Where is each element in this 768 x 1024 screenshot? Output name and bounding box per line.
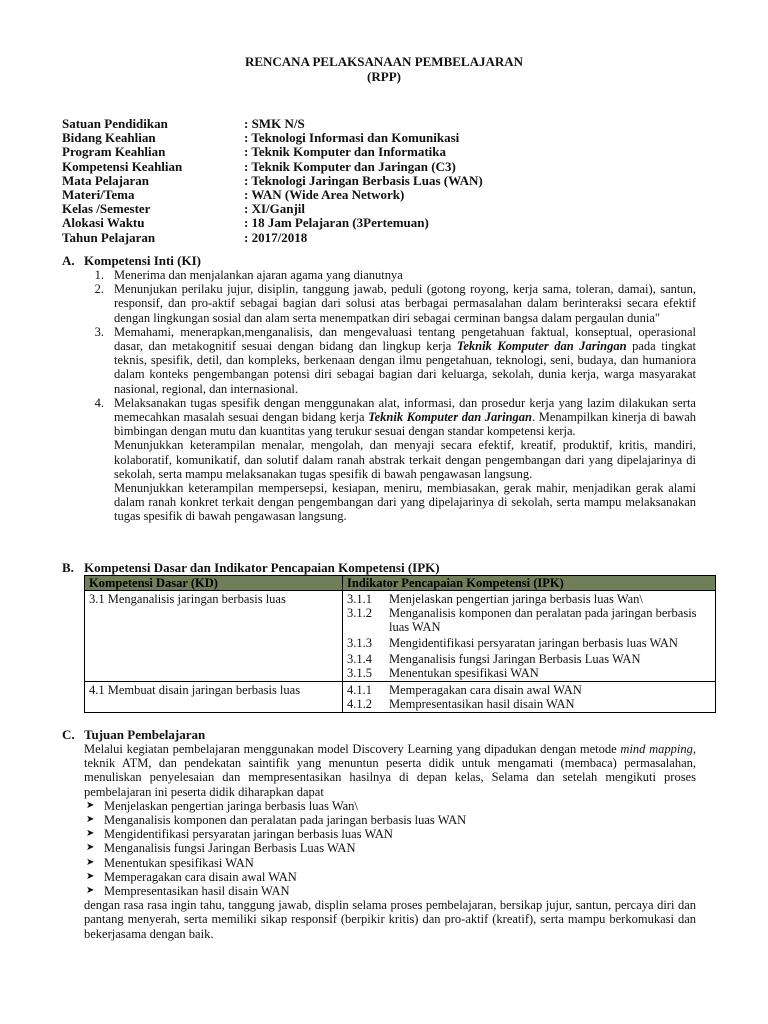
document-title: RENCANA PELAKSANAAN PEMBELAJARAN <box>244 54 524 69</box>
item-emphasis: Teknik Komputer dan Jaringan <box>456 339 627 354</box>
ipk-item <box>347 683 711 697</box>
ipk-code: 3.1.2 <box>347 606 372 620</box>
ipk-text: Mempresentasikan hasil disain WAN <box>389 697 575 711</box>
ipk-text: Memperagakan cara disain awal WAN <box>389 683 582 697</box>
kd-cell: 3.1 Menganalisis jaringan berbasis luas <box>85 591 343 682</box>
ipk-item <box>347 606 711 634</box>
list-item <box>84 282 696 325</box>
ipk-text: Menentukan spesifikasi WAN <box>389 666 539 680</box>
goal-text: Menganalisis fungsi Jaringan Berbasis Luas WAN <box>104 841 356 856</box>
ipk-cell <box>343 682 716 713</box>
goal-text: Menjelaskan pengertian jaringa berbasis luas Wan\ <box>104 798 358 813</box>
arrow-bullet-icon: ➤ <box>86 814 95 826</box>
item-emphasis: Teknik Komputer dan Jaringan <box>368 410 532 425</box>
arrow-bullet-icon: ➤ <box>86 856 95 868</box>
item-text: . Menampilkan kinerja di bawah bimbingan dengan mutu dan kuantitas yang terukur sesuai dengan standar kompetensi kerja. <box>114 410 696 439</box>
item-number: 2. <box>94 282 104 297</box>
arrow-bullet-icon: ➤ <box>86 842 95 854</box>
item-text: Menunjukan perilaku jujur, disiplin, tanggung jawab, peduli (gotong royong, kerja sama, toleran, damai), santun, responsif, dan pro-aktif sebagai bagian dari solusi atas berbagai permasalahan dalam berinteraksi secara efektif dengan lingkungan sosial dan alam serta menempatkan diri sebagai cerminan bangsa dalam pergaulan dunia" <box>114 282 696 325</box>
ipk-item <box>347 652 711 666</box>
section-letter: C. <box>62 727 75 742</box>
identity-label: Program Keahlian <box>62 144 166 160</box>
list-item <box>84 856 696 870</box>
goal-text: Menganalisis komponen dan peralatan pada jaringan berbasis luas WAN <box>104 813 467 828</box>
tujuan-body <box>84 742 696 941</box>
kd-cell: 4.1 Membuat disain jaringan berbasis luas <box>85 682 343 713</box>
list-item <box>84 813 696 827</box>
section-title: Kompetensi Inti (KI) <box>84 253 201 268</box>
list-item <box>84 396 696 524</box>
identity-value: : Teknik Komputer dan Jaringan (C3) <box>244 158 456 174</box>
ipk-code: 3.1.1 <box>347 592 372 606</box>
identity-value: : WAN (Wide Area Network) <box>244 186 405 202</box>
identity-label: Tahun Pelajaran <box>62 229 156 245</box>
ipk-code: 4.1.1 <box>347 683 372 697</box>
list-item <box>84 827 696 841</box>
identity-label: Bidang Keahlian <box>62 130 156 146</box>
item-paragraph: Menunjukkan keterampilan menalar, mengolah, dan menyaji secara efektif, kreatif, produktif, kritis, mandiri, kolaboratif, komunikatif, dan solutif dalam ranah abstrak terkait dengan pengembangan dari yang dipelajarinya di sekolah, serta mampu melaksanakan tugas spesifik di bawah pengawasan langsung. <box>114 438 696 481</box>
list-item <box>84 325 696 396</box>
ipk-text: Menjelaskan pengertian jaringa berbasis luas Wan\ <box>389 592 643 606</box>
tujuan-intro <box>84 742 696 799</box>
list-item <box>84 870 696 884</box>
table-row <box>85 591 716 682</box>
ipk-text: Menganalisis komponen dan peralatan pada jaringan berbasis luas WAN <box>389 606 697 634</box>
identity-value: : XI/Ganjil <box>244 201 306 217</box>
ki-list <box>84 268 696 524</box>
item-number: 1. <box>94 268 104 282</box>
identity-value: : SMK N/S <box>244 116 305 131</box>
list-item <box>84 841 696 855</box>
arrow-bullet-icon: ➤ <box>86 885 95 897</box>
section-a-heading <box>62 253 201 269</box>
section-letter: A. <box>62 253 75 268</box>
goal-text: Mempresentasikan hasil disain WAN <box>104 884 290 899</box>
identity-value: : Teknik Komputer dan Informatika <box>244 144 447 160</box>
table-row <box>85 682 716 713</box>
identity-label: Alokasi Waktu <box>62 215 145 231</box>
table-header-row <box>85 576 716 591</box>
arrow-bullet-icon: ➤ <box>86 870 95 882</box>
goal-text: Memperagakan cara disain awal WAN <box>104 869 297 884</box>
item-text: Memahami, menerapkan,menganalisis, dan mengevaluasi tentang pengetahuan faktual, konseptual, operasional dasar, dan metakognitif sesuai dengan bidang dan lingkup kerja <box>114 324 696 354</box>
document-subtitle: (RPP) <box>367 69 401 84</box>
ipk-code: 3.1.5 <box>347 666 372 680</box>
ipk-item <box>347 592 711 606</box>
list-item <box>84 268 696 282</box>
arrow-bullet-icon: ➤ <box>86 828 95 840</box>
section-b-heading <box>62 560 440 576</box>
goal-text: Menentukan spesifikasi WAN <box>104 855 254 870</box>
ipk-item <box>347 666 711 680</box>
identity-value: : 2017/2018 <box>244 229 308 245</box>
ipk-code: 3.1.3 <box>347 636 372 650</box>
ipk-item <box>347 697 711 711</box>
section-title: Kompetensi Dasar dan Indikator Pencapaian Kompetensi (IPK) <box>84 560 440 575</box>
identity-label: Materi/Tema <box>62 186 135 202</box>
intro-italic: mind mapping <box>620 742 693 756</box>
section-c-heading <box>62 727 205 743</box>
item-number: 4. <box>94 395 104 410</box>
tujuan-closing: dengan rasa rasa ingin tahu, tanggung jawab, displin selama proses pembelajaran, bersikap jujur, santun, percaya diri dan pantang menyerah, serta memiliki sikap responsif (berpikir kritis) dan pro-aktif (kreatif), serta mampu berkomukasi dan bekerjasama dengan baik. <box>84 898 696 941</box>
identity-value: : Teknologi Informasi dan Komunikasi <box>244 130 460 146</box>
identity-label: Satuan Pendidikan <box>62 116 168 131</box>
kd-ipk-table <box>84 575 716 713</box>
ipk-code: 3.1.4 <box>347 652 372 666</box>
item-text: pada tingkat teknis, spesifik, detil, dan kompleks, berkenaan dengan ilmu pengetahuan, teknologi, seni, budaya, dan humaniora dalam konteks pengembangan potensi diri sebagai bagian dari keluarga, sekolah, dunia kerja, warga masyarakat nasional, regional, dan internasional. <box>114 339 696 396</box>
item-text: Melaksanakan tugas spesifik dengan menggunakan alat, informasi, dan prosedur kerja yang lazim dilakukan serta memecahkan masalah sesuai dengan bidang kerja <box>114 395 696 425</box>
item-number: 3. <box>94 324 104 339</box>
intro-text: , teknik ATM, dan pendekatan saintifik yang menuntun peserta didik untuk mengamati (membaca) permasalahan, menuliskan penyelesaian dan mempresentasikan hasilnya di depan kelas, Selama dan setelah mengikuti proses pembelajaran ini peserta didik diharapkan dapat <box>84 742 697 799</box>
goal-text: Mengidentifikasi persyaratan jaringan berbasis luas WAN <box>104 827 393 842</box>
ipk-text: Mengidentifikasi persyaratan jaringan berbasis luas WAN <box>389 636 678 650</box>
identity-value: : Teknologi Jaringan Berbasis Luas (WAN) <box>244 172 483 188</box>
ipk-text: Menganalisis fungsi Jaringan Berbasis Luas WAN <box>389 652 641 666</box>
item-paragraph: Menunjukkan keterampilan mempersepsi, kesiapan, meniru, membiasakan, gerak mahir, menjadikan gerak alami dalam ranah konkret terkait dengan pengembangan dari yang dipelajarinya di sekolah, serta mampu melaksanakan tugas spesifik di bawah pengawasan langsung. <box>114 481 696 524</box>
identity-label: Kompetensi Keahlian <box>62 158 183 174</box>
goal-list <box>84 799 696 898</box>
list-item <box>84 799 696 813</box>
ipk-cell <box>343 591 716 682</box>
section-title: Tujuan Pembelajaran <box>84 727 206 742</box>
column-header-ipk: Indikator Pencapaian Kompetensi (IPK) <box>343 576 716 591</box>
arrow-bullet-icon: ➤ <box>86 799 95 811</box>
intro-text: Melalui kegiatan pembelajaran menggunakan model Discovery Learning yang dipadukan dengan metode <box>84 742 621 756</box>
identity-label: Kelas /Semester <box>62 201 151 217</box>
list-item <box>84 884 696 898</box>
ipk-code: 4.1.2 <box>347 697 372 711</box>
column-header-kd: Kompetensi Dasar (KD) <box>85 576 343 591</box>
ipk-item <box>347 636 711 650</box>
section-letter: B. <box>62 560 74 575</box>
item-text: Menerima dan menjalankan ajaran agama yang dianutnya <box>114 268 403 282</box>
identity-label: Mata Pelajaran <box>62 172 150 188</box>
identity-value: : 18 Jam Pelajaran (3Pertemuan) <box>244 215 429 231</box>
